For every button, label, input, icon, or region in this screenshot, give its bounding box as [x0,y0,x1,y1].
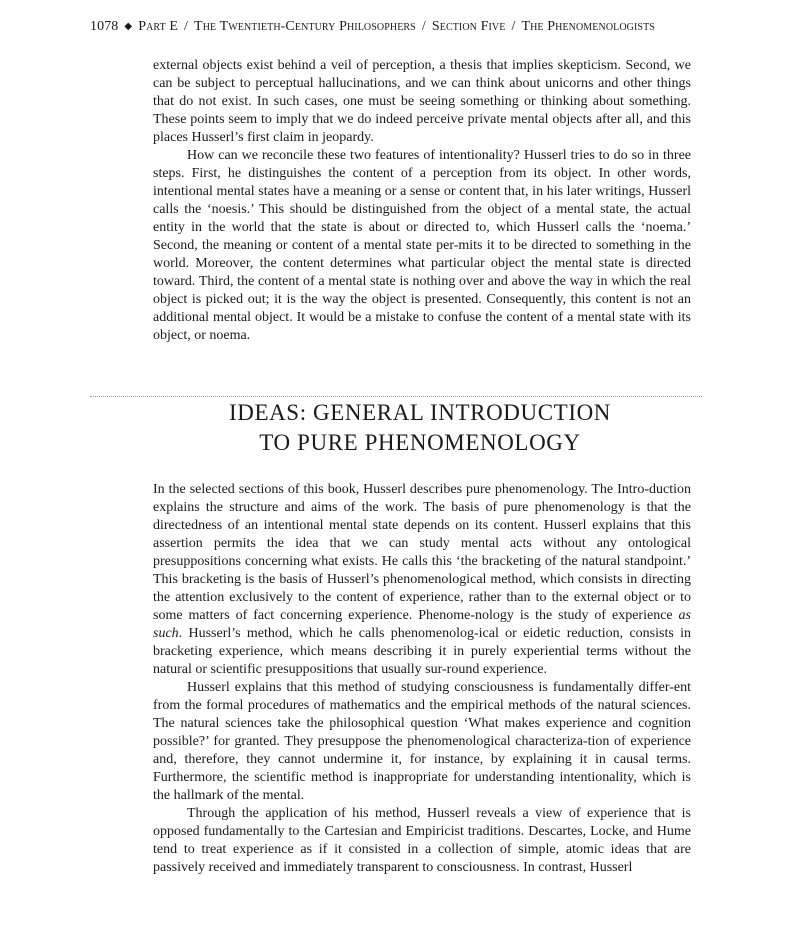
section-divider [90,396,702,397]
header-slash: / [184,19,189,34]
heading-line: IDEAS: GENERAL INTRODUCTION [228,400,612,425]
header-chapter: The Phenomenologists [521,19,655,34]
paragraph [153,481,691,679]
paragraph-text: . Husserl’s method, which he calls phenomenolog-ical or eidetic reduction, consists in bracketing experience, which means describing it in purely experiential terms without the natural or scientific presuppositions that usually sur-round experience. [153,626,691,677]
paragraph: How can we reconcile these two features of intentionality? Husserl tries to do so in three steps. First, he distinguishes the content of a perception from its object. In other words, intentional mental states have a meaning or a sense or content that, in his later writings, Husserl calls the ‘noesis.’ This should be distinguished from the object of a mental state, the actual entity in the world that the state is about or directed to, which Husserl calls the ‘noema.’ Second, the meaning or content of a mental state per-mits it to be directed to something in the world. Moreover, the content determines what particular object the mental state is directed toward. Third, the content of a mental state is nothing over and above the way in which the real object is picked out; it is the way the object is presented. Consequently, this content is not an additional mental object. It would be a mistake to confuse the content of a mental state with its object, or noema. [153,148,691,343]
intro-text-block [153,57,691,345]
paragraph: Husserl explains that this method of studying consciousness is fundamentally differ-ent from the formal procedures of mathematics and the empirical methods of the natural sciences. The natural sciences take the philosophical question ‘What makes experience and cognition possible?’ for granted. They presuppose the phenomenological characteriza-tion of experience and, therefore, they cannot undermine it, for instance, by explaining it in causal terms. Furthermore, the scientific method is inappropriate for understanding intentionality, which is the hallmark of the mental. [153,680,691,803]
header-part: Part E [138,19,179,34]
header-slash: / [421,19,426,34]
paragraph-text: In the selected sections of this book, Husserl describes pure phenomenology. The Intro-duction explains the structure and aims of the work. The basis of pure phenomenology is that the directedness of an intentional mental state depends on its content. Husserl explains that this assertion permits the idea that we can study mental acts without any ontological presuppositions concerning what exists. He calls this ‘the bracketing of the natural standpoint.’ This bracketing is the basis of Husserl’s phenomenological method, which consists in directing the attention exclusively to the content of experience, rather than to the external object or to some matters of fact concerning experience. Phenome-nology is the study of experience [153,482,691,623]
section-heading [150,398,690,458]
section-text-block [153,481,691,877]
header-section: Section Five [431,19,506,34]
running-header [90,17,730,38]
header-slash: / [511,19,516,34]
header-section-title: The Twentieth-Century Philosophers [194,19,416,34]
diamond-ornament: ◆ [124,21,133,32]
page-number: 1078 [90,19,119,34]
heading-line: TO PURE PHENOMENOLOGY [259,430,581,455]
paragraph: external objects exist behind a veil of perception, a thesis that implies skepticism. Second, we can be subject to perceptual hallucinations, and we can think about unicorns and other things that do not exist. In such cases, one must be seeing something or thinking about something. These points seem to imply that we do indeed perceive private mental objects after all, and this places Husserl’s first claim in jeopardy. [153,58,691,145]
paragraph: Through the application of his method, Husserl reveals a view of experience that is opposed fundamentally to the Cartesian and Empiricist traditions. Descartes, Locke, and Hume tend to treat experience as if it consisted in a collection of simple, atomic ideas that are passively received and immediately transparent to consciousness. In contrast, Husserl [153,806,691,875]
emphasis: as such [153,608,691,641]
